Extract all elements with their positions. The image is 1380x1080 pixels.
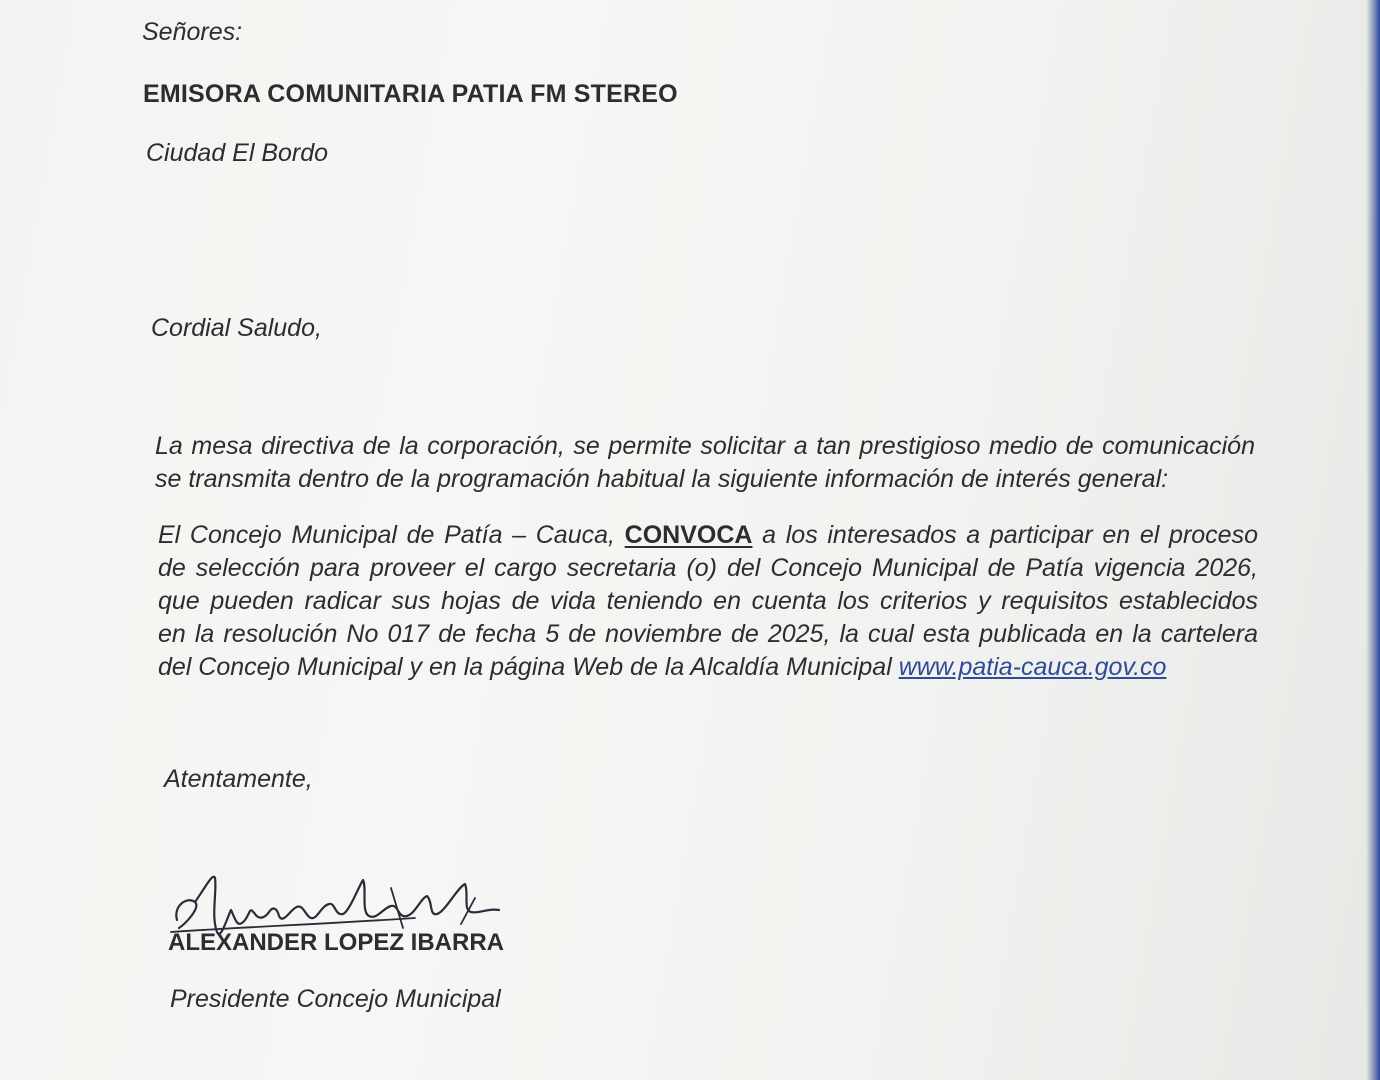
recipient-city: Ciudad El Bordo: [146, 139, 329, 167]
paragraph-line: se transmita dentro de la programación habitual la siguiente información de interés general:: [155, 465, 1169, 493]
signer-role: Presidente Concejo Municipal: [170, 985, 501, 1013]
website-lead: del Concejo Municipal y en la página Web de la Alcaldía Municipal: [158, 653, 892, 681]
website-link[interactable]: www.patia-cauca.gov.co: [898, 653, 1167, 681]
paragraph-line: que pueden radicar sus hojas de vida teniendo en cuenta los criterios y requisitos establecidos: [158, 587, 1258, 615]
paragraph-line: en la resolución No 017 de fecha 5 de noviembre de 2025, la cual esta publicada en la cartelera: [158, 620, 1258, 648]
page-edge-shadow: [1366, 0, 1380, 1080]
paragraph-line: de selección para proveer el cargo secretaria (o) del Concejo Municipal de Patía vigencia 2026,: [158, 554, 1258, 582]
salutation: Señores:: [142, 18, 243, 46]
announcement-intro: El Concejo Municipal de Patía – Cauca,: [158, 521, 615, 549]
signer-name: ALEXANDER LOPEZ IBARRA: [168, 929, 505, 956]
paragraph-request: [155, 430, 1255, 496]
greeting: Cordial Saludo,: [151, 314, 322, 342]
paragraph-line: [158, 651, 1258, 684]
convoca-highlight: CONVOCA: [624, 521, 753, 549]
recipient: EMISORA COMUNITARIA PATIA FM STEREO: [143, 80, 678, 108]
closing: Atentamente,: [164, 765, 313, 793]
paragraph-line: La mesa directiva de la corporación, se permite solicitar a tan prestigioso medio de comunicación: [155, 432, 1255, 460]
paragraph-line: [158, 519, 1258, 552]
paragraph-announcement: [158, 519, 1258, 684]
announcement-intro-end: a los interesados a participar en el proceso: [762, 521, 1258, 549]
